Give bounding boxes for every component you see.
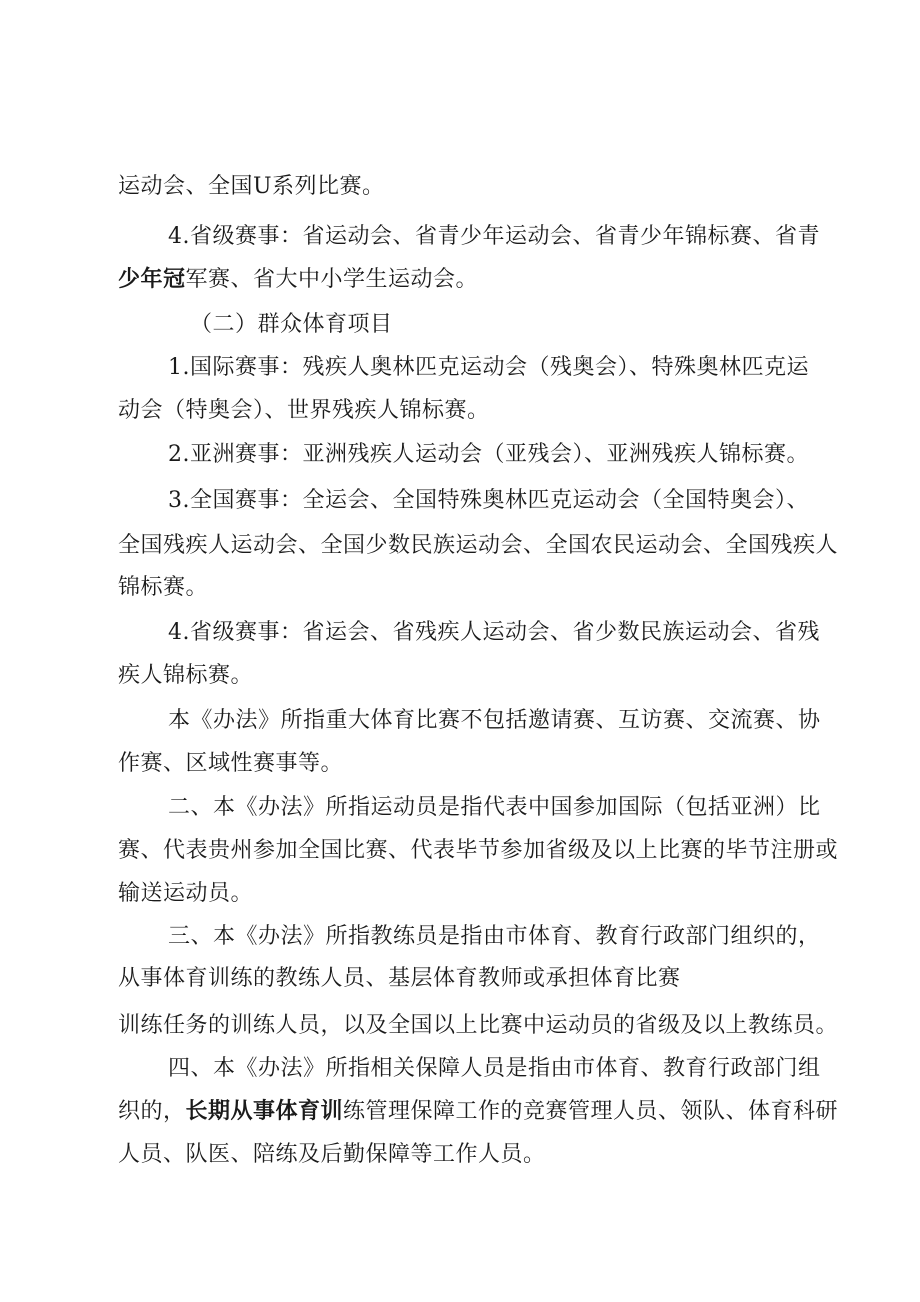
text-line: 1.国际赛事：残疾人奥林匹克运动会（残奥会）、特殊奥林匹克运 <box>168 355 809 380</box>
text-line: 从事体育训练的教练人员、基层体育教师或承担体育比赛 <box>118 966 681 991</box>
text-line <box>118 1097 838 1127</box>
text-line: 人员、队医、陪练及后勤保障等工作人员。 <box>118 1142 546 1167</box>
text-line: 全国残疾人运动会、全国少数民族运动会、全国农民运动会、全国残疾人 <box>118 533 839 558</box>
text-line: 四、本《办法》所指相关保障人员是指由市体育、教育行政部门组 <box>168 1056 821 1081</box>
text-line: 3.全国赛事：全运会、全国特殊奥林匹克运动会（全国特奥会）、 <box>168 488 809 513</box>
text-line: 疾人锦标赛。 <box>118 663 254 688</box>
text-line: 锦标赛。 <box>118 575 209 600</box>
section-heading: （二）群众体育项目 <box>190 312 393 337</box>
text-line: 运动会、全国U系列比赛。 <box>118 174 385 199</box>
text-line: 2.亚洲赛事：亚洲残疾人运动会（亚残会）、亚洲残疾人锦标赛。 <box>168 442 809 467</box>
text-line: 本《办法》所指重大体育比赛不包括邀请赛、互访赛、交流赛、协 <box>168 708 821 733</box>
text-segment: 练管理保障工作的竞赛管理人员、领队、体育科研 <box>343 1099 839 1124</box>
text-line: 作赛、区域性赛事等。 <box>118 751 344 776</box>
bold-text: 长期从事体育训 <box>185 1099 344 1124</box>
text-line: 4.省级赛事：省运动会、省青少年运动会、省青少年锦标赛、省青 <box>168 224 820 249</box>
text-line <box>118 265 478 295</box>
text-line: 三、本《办法》所指教练员是指由市体育、教育行政部门组织的， <box>168 924 821 949</box>
text-segment: 织的， <box>118 1099 186 1124</box>
text-line: 训练任务的训练人员，以及全国以上比赛中运动员的省级及以上教练员。 <box>118 1013 839 1038</box>
text-line: 4.省级赛事：省运会、省残疾人运动会、省少数民族运动会、省残 <box>168 620 820 645</box>
text-line: 动会（特奥会）、世界残疾人锦标赛。 <box>118 398 490 423</box>
text-line: 二、本《办法》所指运动员是指代表中国参加国际（包括亚洲）比 <box>168 795 821 820</box>
bold-text: 少年冠 <box>118 267 186 292</box>
text-line: 赛、代表贵州参加全国比赛、代表毕节参加省级及以上比赛的毕节注册或 <box>118 838 839 863</box>
text-line: 输送运动员。 <box>118 881 254 906</box>
text-segment: 军赛、省大中小学生运动会。 <box>185 267 479 292</box>
